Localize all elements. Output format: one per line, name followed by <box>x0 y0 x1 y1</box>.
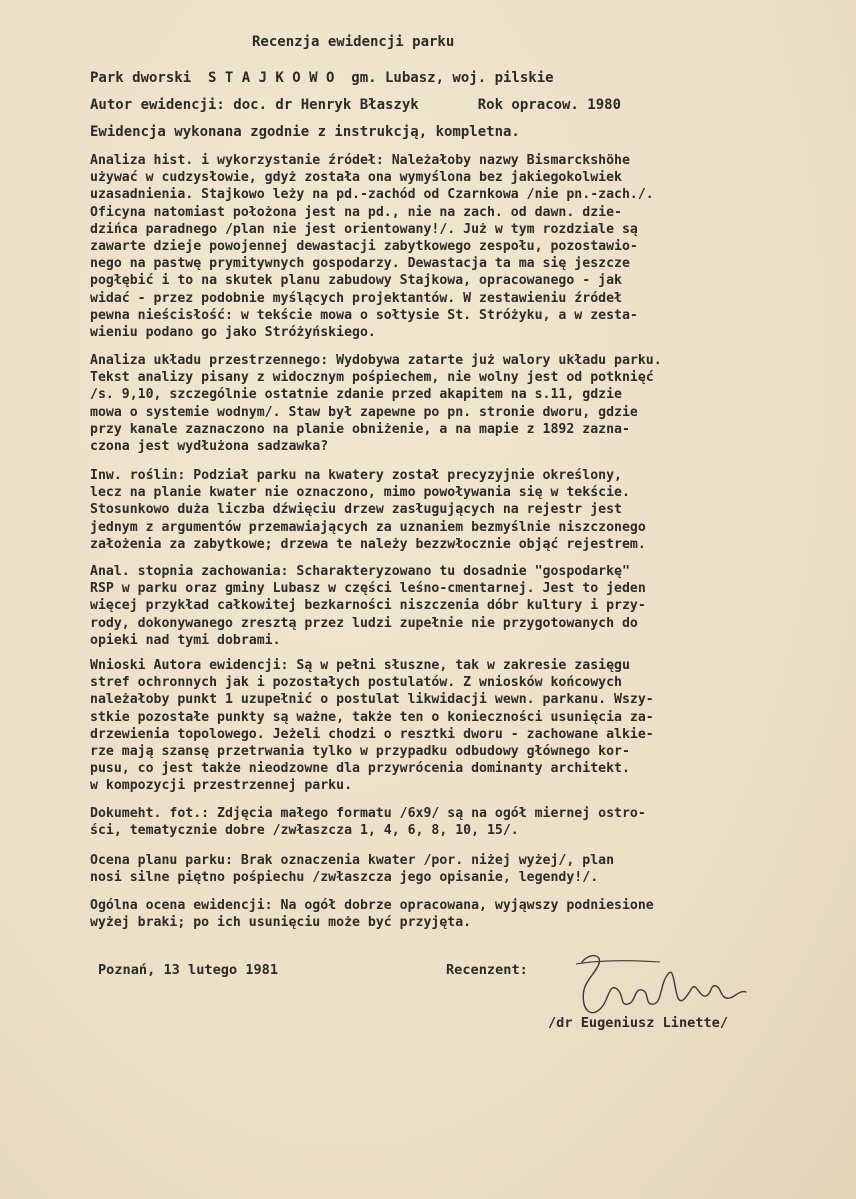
paragraph-spatial-analysis <box>90 352 850 455</box>
paragraph-photo-documentation <box>90 805 850 839</box>
text-line: Ocena planu parku: Brak oznaczenia kwater /por. niżej wyżej/, plan <box>90 853 615 868</box>
text-line: /s. 9,10, szczególnie ostatnie zdanie przed akapitem na s.11, gdzie <box>90 387 622 403</box>
reviewer-name: /dr Eugeniusz Linette/ <box>548 1015 729 1031</box>
text-line: nego na pastwę prymitywnych gospodarzy. Dewastacja ta ma się jeszcze <box>90 256 630 272</box>
text-line: Inw. roślin: Podział parku na kwatery został precyzyjnie określony, <box>90 468 622 483</box>
text-line: przy kanale zaznaczono na planie obniżenie, a na mapie z 1892 zazna- <box>90 421 630 437</box>
park-line: Park dworski S T A J K O W O gm. Lubasz, woj. pilskie <box>90 70 554 86</box>
text-line: zawarte dzieje powojennej dewastacji zabytkowego zespołu, pozostawio- <box>90 239 638 255</box>
text-line: widać - przez podobnie myślących projektantów. W zestawieniu źródeł <box>90 290 622 306</box>
paragraph-overall-evaluation <box>90 897 850 931</box>
text-line: pogłębić i to na skutek planu zabudowy Stajkowa, opracowanego - jak <box>90 273 622 289</box>
text-line: Analiza układu przestrzennego: Wydobywa zatarte już walory układu parku. <box>90 353 662 368</box>
text-line: w kompozycji przestrzennej parku. <box>90 778 353 794</box>
reviewer-label: Recenzent: <box>446 962 528 978</box>
place-date: Poznań, 13 lutego 1981 <box>98 962 279 978</box>
paragraph-plant-inventory <box>90 467 850 553</box>
text-line: stref ochronnych jak i pozostałych postulatów. Z wniosków końcowych <box>90 675 622 691</box>
text-line: rze mają szansę przetrwania tylko w przypadku odbudowy głównego kor- <box>90 744 630 760</box>
text-line: nosi silne piętno pośpiechu /zwłaszcza jego opisanie, legendy!/. <box>90 870 599 886</box>
text-line: wyżej braki; po ich usunięciu może być przyjęta. <box>90 915 472 931</box>
text-line: pusu, co jest także nieodzowne dla przywrócenia dominanty architekt. <box>90 761 630 777</box>
completeness-line: Ewidencja wykonana zgodnie z instrukcją, kompletna. <box>90 124 520 140</box>
text-line: należałoby punkt 1 uzupełnić o postulat likwidacji wewn. parkanu. Wszy- <box>90 692 654 708</box>
paragraph-historical-analysis <box>90 152 850 341</box>
text-line: mowa o systemie wodnym/. Staw był zapewne po pn. stronie dworu, gdzie <box>90 404 638 420</box>
text-line: drzewienia topolowego. Jeżeli chodzi o resztki dworu - zachowane alkie- <box>90 726 654 742</box>
text-line: Wnioski Autora ewidencji: Są w pełni słuszne, tak w zakresie zasięgu <box>90 658 630 673</box>
text-line: rody, dokonywanego zresztą przez ludzi zupełnie nie przygotowanych do <box>90 615 638 631</box>
document-title: Recenzja ewidencji parku <box>252 34 455 50</box>
handwritten-signature <box>570 944 750 1024</box>
text-line: czona jest wydłużona sadzawka? <box>90 439 329 455</box>
text-line: dzińca paradnego /plan nie jest orientowany!/. Już w tym rozdziale są <box>90 221 638 237</box>
paragraph-preservation-analysis <box>90 563 850 649</box>
text-line: wieniu podano go jako Stróżyńskiego. <box>90 325 376 341</box>
text-line: jednym z argumentów przemawiających za uznaniem bezmyślnie niszczonego <box>90 519 646 535</box>
text-line: RSP w parku oraz gminy Lubasz w części leśno-cmentarnej. Jest to jeden <box>90 581 646 597</box>
text-line: ści, tematycznie dobre /zwłaszcza 1, 4, 6, 8, 10, 15/. <box>90 823 519 839</box>
text-line: więcej przykład całkowitej bezkarności niszczenia dóbr kultury i przy- <box>90 598 646 614</box>
text-line: Oficyna natomiast położona jest na pd., nie na zach. od dawn. dzie- <box>90 204 622 220</box>
text-line: używać w cudzysłowie, gdyż została ona wymyślona bez jakiegokolwiek <box>90 170 622 186</box>
text-line: Anal. stopnia zachowania: Scharakteryzowano tu dosadnie "gospodarkę" <box>90 564 630 579</box>
text-line: Dokumeht. fot.: Zdjęcia małego formatu /6x9/ są na ogół miernej ostro- <box>90 806 646 821</box>
text-line: pewna nieścisłość: w tekście mowa o sołtysie St. Stróżyku, a w zesta- <box>90 307 638 323</box>
text-line: założenia za zabytkowe; drzewa te należy bezzwłocznie objąć rejestrem. <box>90 536 646 552</box>
text-line: Stosunkowo duża liczba dźwięciu drzew zasługujących na rejestr jest <box>90 502 622 518</box>
text-line: Ogólna ocena ewidencji: Na ogół dobrze opracowana, wyjąwszy podniesione <box>90 898 654 913</box>
text-line: opieki nad tymi dobrami. <box>90 632 281 648</box>
author-line: Autor ewidencji: doc. dr Henryk Błaszyk Rok opracow. 1980 <box>90 97 622 113</box>
text-line: Tekst analizy pisany z widocznym pośpiechem, nie wolny jest od potknięć <box>90 370 654 386</box>
text-line: stkie pozostałe punkty są ważne, także ten o konieczności usunięcia za- <box>90 709 654 725</box>
text-line: lecz na planie kwater nie oznaczono, mimo powoływania się w tekście. <box>90 485 630 501</box>
text-line: Analiza hist. i wykorzystanie źródeł: Należałoby nazwy Bismarckshöhe <box>90 153 630 168</box>
text-line: uzasadnienia. Stajkowo leży na pd.-zachód od Czarnkowa /nie pn.-zach./. <box>90 187 654 203</box>
paragraph-plan-evaluation <box>90 852 850 886</box>
paragraph-author-conclusions <box>90 657 850 795</box>
